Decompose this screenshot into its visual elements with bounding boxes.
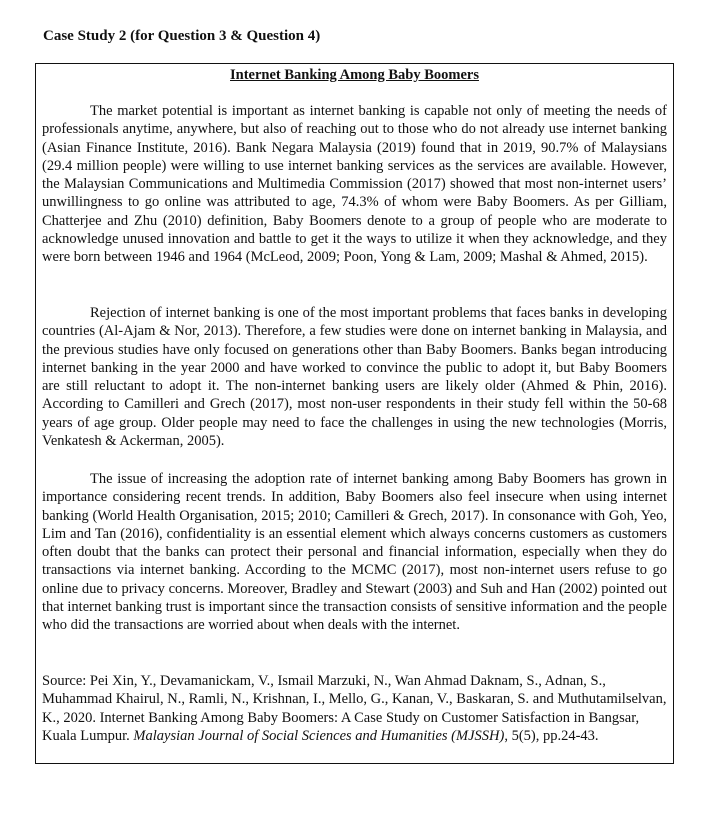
case-study-title: Internet Banking Among Baby Boomers — [230, 67, 479, 83]
section-heading: Case Study 2 (for Question 3 & Question 4) — [43, 28, 321, 44]
paragraph-rejection: Rejection of internet banking is one of the most important problems that faces banks in developing countries (Al-Ajam & Nor, 2013). Therefore, a few studies were done on internet banking in Malaysia, and the previous studies have only focused on generations other than Baby Boomers. Banks began introducing internet banking in the year 2000 and have worked to convince the public to adopt it, but Baby Boomers are still reluctant to adopt it. The non-internet banking users are likely older (Ahmed & Phin, 2016). According to Camilleri and Grech (2017), most non-user respondents in their study fell within the 50-68 years of age group. Older people may need to face the challenges in using the new technologies (Morris, Venkatesh & Ackerman, 2005). — [42, 305, 667, 449]
source-text: Source: Pei Xin, Y., Devamanickam, V., Ismail Marzuki, N., Wan Ahmad Daknam, S., Adnan, S., Muhammad Khairul, N., Ramli, N., Krishnan, I., Mello, G., Kanan, V., Baskaran, S. and Muthutamilselvan, K., 2020. Internet Banking Among Baby Boomers: A Case Study on Customer Satisfaction in Bangsar, Kuala Lumpur. — [42, 673, 667, 744]
paragraph-adoption-issue: The issue of increasing the adoption rate of internet banking among Baby Boomers has grown in importance considering recent trends. In addition, Baby Boomers also feel insecure when using internet banking (World Health Organisation, 2015; 2010; Camilleri & Grech, 2017). In consonance with Goh, Yeo, Lim and Tan (2016), confidentiality is an essential element which always concerns customers as customers often doubt that the banks can protect their personal and financial information, especially when they do transactions via internet banking. According to the MCMC (2017), most non-internet users refuse to go online due to privacy concerns. Moreover, Bradley and Stewart (2003) and Suh and Han (2002) pointed out that internet banking trust is important since the transaction consists of sensitive information and the people who did the transactions are worried about when deals with the internet. — [42, 471, 667, 633]
paragraph-market-potential: The market potential is important as internet banking is capable not only of meeting the needs of professionals anytime, anywhere, but also of reaching out to those who do not already use internet banking (Asian Finance Institute, 2016). Bank Negara Malaysia (2019) found that in 2019, 90.7% of Malaysians (29.4 million people) were willing to use internet banking services as the services are available. However, the Malaysian Communications and Multimedia Commission (2017) showed that most non-internet users’ unwillingness to go online was attributed to age, 74.3% of whom were Baby Boomers. As per Gilliam, Chatterjee and Zhu (2010) definition, Baby Boomers denote to a group of people who are moderate to acknowledge unused innovation and battle to get it the ways to utilize it when they acknowledge, and they were born between 1946 and 1964 (McLeod, 2009; Poon, Yong & Lam, 2009; Mashal & Ahmed, 2015). — [42, 103, 667, 265]
source-journal: Malaysian Journal of Social Sciences and Humanities (MJSSH) — [133, 727, 505, 744]
source-citation — [42, 672, 667, 745]
case-study-box — [35, 63, 674, 764]
source-details: , 5(5), pp.24-43. — [504, 727, 599, 744]
